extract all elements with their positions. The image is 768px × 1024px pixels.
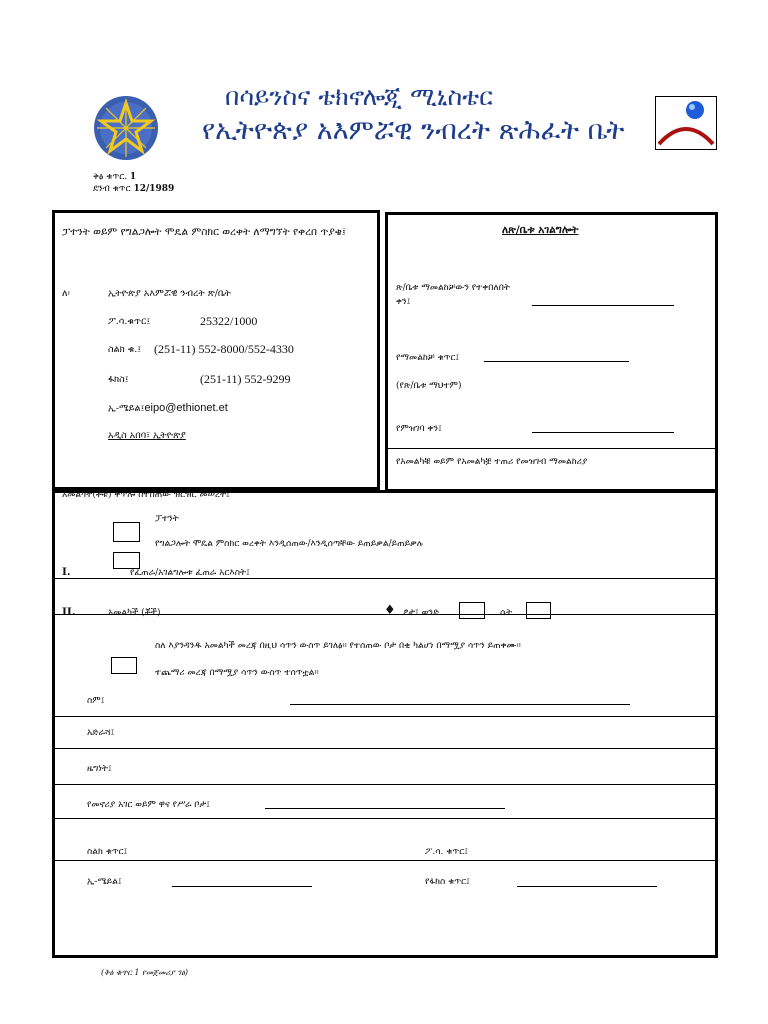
supplementary-note: ተጨማሪ መረጃ በማሟያ ሳጥን ውስጥ ተሰጥቷል። (155, 668, 319, 678)
divider-3 (55, 716, 715, 717)
applicant-label: አመልካች (ቾች) (108, 608, 161, 618)
phone-value: (251-11) 552-8000/552-4330 (154, 342, 294, 356)
female-checkbox[interactable] (526, 602, 551, 619)
section-intro: አመልካች(ቾቹ) ቀጥሎ በተሰጠው ዝርዝር መሠረት፤ (62, 490, 230, 500)
office-use-box (385, 212, 718, 492)
address-label: አድራሻ፤ (87, 728, 115, 738)
row1-number: I. (62, 566, 71, 578)
request-heading: ፓተንት ወይም የግልጋሎት ሞዴል ምስክር ወረቀት ለማግኘት የቀረበ ጥያቄ፤ (62, 226, 347, 238)
option-patent-label: ፓተንት (155, 514, 179, 524)
divider-2 (55, 614, 715, 615)
to-label: ለ፡ (62, 288, 70, 299)
office-name: ኢትዮጵያ አእምሯዊ ንብረት ጽ/ቤት (108, 288, 231, 299)
email-value: eipo@ethionet.et (144, 402, 228, 414)
email-row (108, 402, 228, 414)
applicant-note: ስለ እያንዳንዱ አመልካች መረጃ በዚህ ሳጥን ውስጥ ይገለፅ። የተሰጠው ቦታ በቂ ካልሆነ በማሟያ ሳጥን ይጠቀሙ። (155, 641, 521, 651)
city-value: አዲስ አበባ፣ ኢትዮጵያ (108, 430, 186, 441)
gender-female-label: ሴት (500, 608, 513, 618)
application-no-label: የማመልከቻ ቁጥር፤ (396, 353, 460, 363)
fax-value: (251-11) 552-9299 (200, 372, 291, 386)
form-number: ቅፅ ቁጥር. 1 (93, 172, 137, 182)
pobox-label: ፖ.ሳ.ቁጥር፤ (108, 316, 151, 327)
ministry-title: በሳይንስና ቴክኖሎጂ ሚኒስቴር (225, 82, 493, 111)
patent-checkbox[interactable] (113, 522, 140, 542)
residence-line (265, 808, 505, 809)
divider-1 (55, 578, 715, 579)
application-no-line (484, 361, 629, 362)
regulation-label: ደንብ ቁጥር (93, 184, 131, 194)
reference-note: የአመልካቹ ወይም የአመልካቿ ተጠሪ የመዝገብ ማመልከሪያ (396, 457, 588, 467)
pobox-number-label: ፖ.ሳ. ቁጥር፤ (425, 847, 468, 857)
fax-number-label: የፋክስ ቁጥር፤ (425, 877, 470, 887)
city-line (108, 430, 186, 441)
form-number-value: 1 (129, 172, 137, 182)
utility-model-checkbox[interactable] (113, 552, 140, 569)
eipo-logo (655, 96, 717, 150)
divider-4 (55, 748, 715, 749)
office-title: የኢትዮጵያ አእምሯዊ ንብረት ጽሕፈት ቤት (202, 115, 625, 146)
office-use-heading (502, 224, 579, 237)
form-number-label: ቅፅ ቁጥር (93, 172, 125, 182)
applicant-section-box (52, 490, 718, 958)
gender-male-label: ፆታ፤ ወንድ (403, 608, 440, 618)
supplementary-checkbox[interactable] (111, 657, 137, 674)
fax-label: ፋክስ፤ (108, 374, 129, 385)
male-checkbox[interactable] (459, 602, 485, 619)
nationality-label: ዜግነት፤ (87, 764, 112, 774)
office-box-divider (388, 448, 715, 449)
diamond-bullet-icon: ♦ (384, 603, 396, 618)
row2-number: II. (62, 606, 76, 618)
email-label: ኢ-ሜይል፤ (108, 403, 145, 414)
office-stamp-label: (የጽ/ቤቱ ማህተም) (396, 381, 462, 391)
pobox-value: 25322/1000 (200, 314, 258, 328)
fax-number-line[interactable] (517, 886, 657, 887)
regulation-value: 12/1989 (133, 184, 175, 194)
divider-6 (55, 818, 715, 819)
registration-date-label: የምዝገባ ቀን፤ (396, 424, 442, 434)
received-date-label: ጽ/ቤቱ ማመልከቻውን የተቀበለበት ቀን፤ (396, 283, 510, 307)
ethiopia-emblem-logo (93, 95, 159, 161)
option-utility-label: የግልጋሎት ሞዴል ምስክር ወረቀት እንዲሰጠው/እንዲሰጣቸው ይጠይቃል/ይጠይቃሉ (155, 539, 424, 549)
divider-7 (55, 860, 715, 861)
residence-label: የመኖሪያ አገር ወይም ዋና የሥራ ቦታ፤ (87, 800, 210, 810)
email-field-line[interactable] (172, 886, 312, 887)
invention-title-label: የፈጠራ/አገልግሎቱ ፈጠራ አርእስት፤ (130, 568, 250, 578)
name-label: ስም፤ (87, 696, 105, 706)
office-use-heading-text: ለጽ/ቤቱ አገልግሎት (502, 224, 579, 236)
regulation-number (93, 184, 174, 194)
phone-number-label: ስልክ ቁጥር፤ (87, 847, 128, 857)
received-date-line (532, 305, 674, 306)
name-line (290, 704, 630, 705)
phone-label: ስልክ ቁ.፤ (108, 344, 142, 355)
email-field-label: ኢ-ሜይል፤ (87, 877, 122, 887)
divider-5 (55, 784, 715, 785)
footer-note: (ቅፅ ቁጥር 1 የመጀመሪያ ገፅ) (101, 968, 189, 977)
registration-date-line (532, 432, 674, 433)
